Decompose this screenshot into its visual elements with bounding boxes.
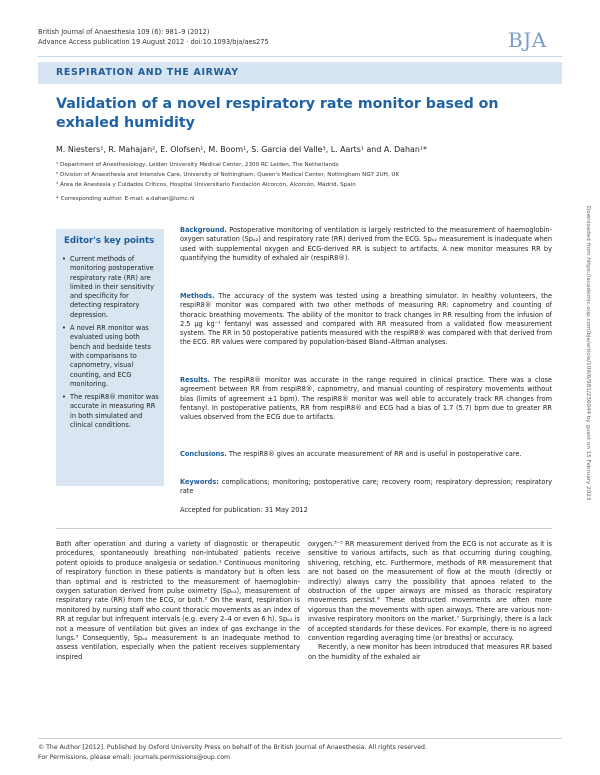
results-label: Results. [180, 376, 211, 384]
access-line: Advance Access publication 19 August 2012 · doi:10.1093/bja/aes275 [38, 38, 269, 46]
download-watermark [583, 206, 593, 546]
body-paragraph: Recently, a new monitor has been introduced that measures RR based on the humidity of the exhaled air [308, 643, 552, 661]
keywords-label: Keywords: [180, 478, 219, 486]
methods-text: The accuracy of the system was tested using a breathing simulator. In healthy volunteers, the respiR8® monitor was compared with two other methods of measuring RR: capnometry and counting of thoracic breathing movements. The ability of the monitor to track changes in RR resulting from the infusion of 2.5 μg kg⁻¹ fentanyl was assessed and compared with RR measured from a validated flow measurement system. The RR in 50 postoperative patients measured with the respiR8® was compared with that derived from the ECG. RR values were compared by population-based Bland–Altman analyses. [180, 292, 552, 347]
copyright-line: © The Author [2012]. Published by Oxford University Press on behalf of the British Journal of Anaesthesia. All rights reserved. [38, 744, 427, 751]
key-point: • A novel RR monitor was evaluated using both bench and bedside tests with comparisons to capnometry, visual counting, and ECG monitoring. [62, 324, 162, 389]
key-points-list [62, 255, 162, 434]
footer-divider [38, 738, 562, 739]
keywords-text: complications; monitoring; postoperative care; recovery room; respiratory depression; respiratory rate [180, 478, 552, 496]
accepted-date: Accepted for publication: 31 May 2012 [180, 506, 308, 514]
abstract-background [180, 226, 552, 263]
affiliation-2: ² Division of Anaesthesia and Intensive Care, University of Nottingham, Queen's Medical Center, Nottingham NG7 2UH, UK [56, 172, 400, 178]
results-text: The respiR8® monitor was accurate in the range required in clinical practice. There was a close agreement between RR from respiR8®, capnometry, and manual counting of respiratory movements without bias (limits of agreement ±1 bpm). The respiR8® monitor was well able to accurately track RR changes from fentanyl. In postoperative patients, RR from respiR8® and ECG had a bias of 1.7 (5.7) bpm due to greater RR values observed from the ECG due to artifacts. [180, 376, 552, 422]
background-label: Background. [180, 226, 227, 234]
affiliation-1: ¹ Department of Anesthesiology, Leiden University Medical Center, 2300 RC Leiden, The Netherlands [56, 162, 339, 168]
author-list: M. Niesters¹, R. Mahajan², E. Olofsen¹, M. Boom¹, S. Garcia del Valle³, L. Aarts¹ and A. Dahan¹* [56, 145, 427, 154]
key-point: • Current methods of monitoring postoperative respiratory rate (RR) are limited in their sensitivity and specificity for detecting respiratory depression. [62, 255, 162, 320]
body-paragraph: oxygen.³⁻⁵ RR measurement derived from the ECG is not accurate as it is sensitive to various artifacts, such as that occurring during coughing, shivering, retching, etc. Furthermore, methods of RR measurement that are not based on the measurement of flow at the mouth (directly or indirectly) always carry the possibility that apnoea related to the obstruction of the upper airways are missed as thoracic respiratory movements persist.⁶ These obstructed movements are often more vigorous than the movements with open airways. There are various non-invasive respiratory monitors on the market.⁷ Surprisingly, there is a lack of accepted standards for these devices. For example, there is no agreed convention regarding averaging time (or breaths) or accuracy. [308, 540, 552, 643]
background-text: Postoperative monitoring of ventilation is largely restricted to the measurement of haemoglobin-oxygen saturation (Spₒ₂) and respiratory rate (RR) derived from the ECG. Spₒ₂ measurement is inadequate when used with supplemental oxygen and ECG-derived RR is subject to artifacts. A new monitor measures RR by quantifying the humidity of exhaled air (respiR8®). [180, 226, 552, 262]
conclusions-text: The respiR8® gives an accurate measurement of RR and is useful in postoperative care. [228, 450, 522, 458]
abstract-methods [180, 292, 552, 348]
section-title: RESPIRATION AND THE AIRWAY [56, 67, 239, 78]
abstract-keywords [180, 478, 552, 497]
journal-logo: BJA [508, 28, 547, 52]
affiliation-3: ³ Área de Anestesia y Cuidados Críticos, Hospital Universitario Fundación Alcorcón, Alcorcón, Madrid, Spain [56, 182, 356, 188]
journal-citation: British Journal of Anaesthesia 109 (6): 981–9 (2012) [38, 28, 210, 36]
abstract-results [180, 376, 552, 422]
methods-label: Methods. [180, 292, 215, 300]
body-column-left: Both after operation and during a variety of diagnostic or therapeutic procedures, spontaneously breathing non-intubated patients receive potent opioids to produce analgesia or sedation.¹ Continuous monitoring of respiratory function in these patients is mandatory but is often less than optimal and is restricted to the measurement of haemoglobin-oxygen saturation derived from pulse oximetry (Spₒ₂), measurement of respiratory rate (RR) from the ECG, or both.² On the ward, respiration is monitored by nursing staff who count thoracic movements as an index of RR at regular but infrequent intervals (e.g. every 2–4 or even 6 h). Spₒ₂ is not a measure of ventilation but gives an index of gas exchange in the lungs.³ Consequently, Spₒ₂ measurement is an inadequate method to assess ventilation, especially when the patient receives supplementary inspired [56, 540, 300, 661]
corresponding-author: * Corresponding author. E-mail: a.dahan@lumc.nl [56, 196, 195, 202]
conclusions-label: Conclusions. [180, 450, 227, 458]
key-point: • The respiR8® monitor was accurate in measuring RR in both simulated and clinical conditions. [62, 393, 162, 430]
article-title: Validation of a novel respiratory rate monitor based on exhaled humidity [56, 96, 499, 131]
body-column-right [308, 540, 552, 662]
abstract-divider [56, 528, 552, 529]
abstract-conclusions [180, 450, 552, 459]
permissions-line: For Permissions, please email: journals.permissions@oup.com [38, 754, 231, 761]
header-divider [38, 56, 562, 57]
key-points-title: Editor's key points [64, 236, 155, 246]
download-watermark-text: Downloaded from https://academic.oup.com/bja/article/109/6/981/236044 by guest on 15 February 2023 [585, 206, 591, 501]
